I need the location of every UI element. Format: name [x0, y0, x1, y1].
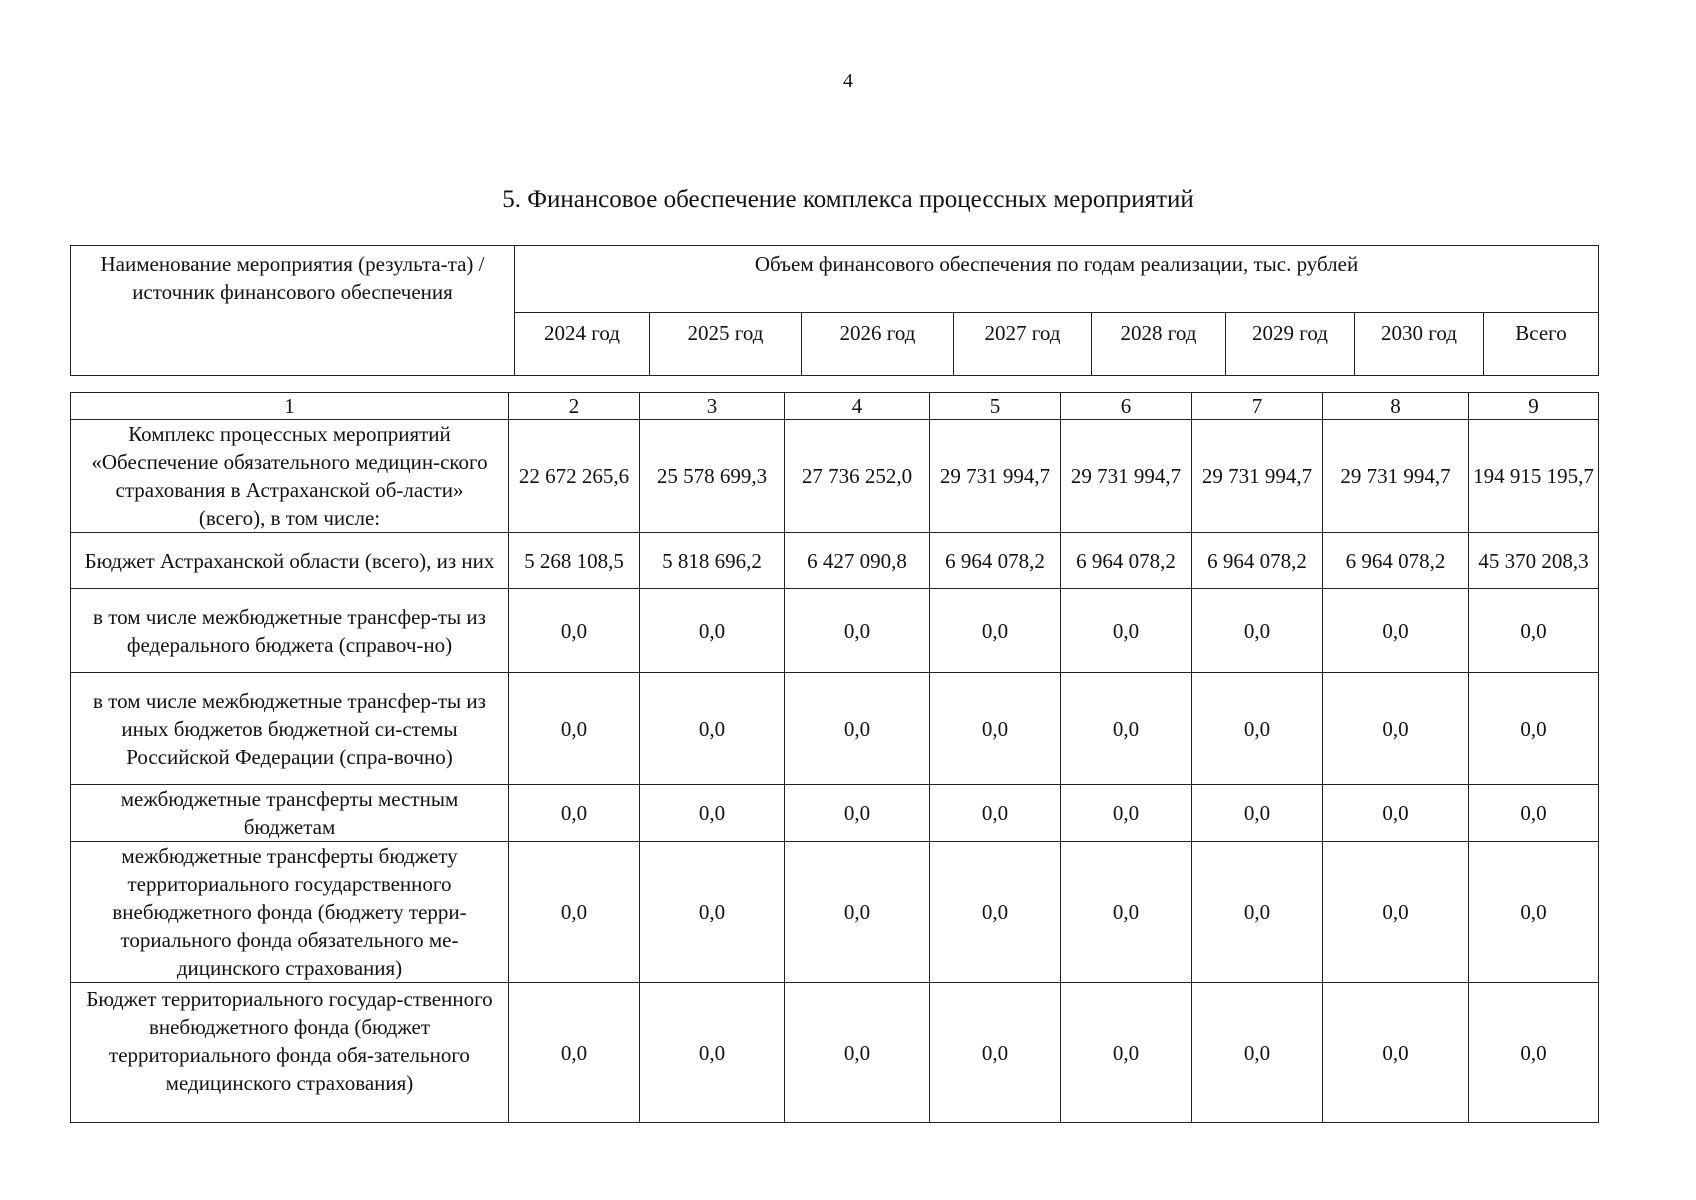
cell-value: 6 964 078,2 [1192, 533, 1323, 589]
cell-value: 0,0 [785, 785, 930, 842]
cell-value: 0,0 [1061, 842, 1192, 983]
cell-value: 6 964 078,2 [1323, 533, 1469, 589]
column-number: 8 [1323, 393, 1469, 420]
cell-value: 0,0 [930, 842, 1061, 983]
cell-value: 0,0 [640, 673, 785, 785]
cell-value: 0,0 [1323, 842, 1469, 983]
cell-value: 29 731 994,7 [1061, 420, 1192, 533]
table-row [71, 533, 1599, 589]
cell-value: 27 736 252,0 [785, 420, 930, 533]
cell-value: 29 731 994,7 [1323, 420, 1469, 533]
cell-value: 0,0 [1323, 589, 1469, 673]
cell-value: 0,0 [509, 589, 640, 673]
year-header: 2026 год [802, 313, 954, 376]
column-number: 5 [930, 393, 1061, 420]
cell-value: 25 578 699,3 [640, 420, 785, 533]
cell-value: 0,0 [930, 589, 1061, 673]
cell-value: 0,0 [509, 983, 640, 1123]
cell-value: 0,0 [1469, 785, 1599, 842]
cell-value: 45 370 208,3 [1469, 533, 1599, 589]
cell-value: 0,0 [1469, 983, 1599, 1123]
cell-value: 5 818 696,2 [640, 533, 785, 589]
cell-value: 0,0 [1061, 983, 1192, 1123]
year-header: Всего [1484, 313, 1599, 376]
cell-value: 0,0 [509, 785, 640, 842]
cell-value: 0,0 [785, 673, 930, 785]
column-number: 1 [71, 393, 509, 420]
cell-value: 29 731 994,7 [930, 420, 1061, 533]
column-header-name: Наименование мероприятия (результа-та) / источник финансового обеспечения [71, 246, 515, 376]
cell-value: 0,0 [1061, 785, 1192, 842]
cell-value: 0,0 [640, 842, 785, 983]
cell-value: 0,0 [1192, 673, 1323, 785]
cell-value: 0,0 [1061, 589, 1192, 673]
table-row [71, 673, 1599, 785]
row-name: межбюджетные трансферты местным бюджетам [71, 785, 509, 842]
cell-value: 0,0 [1469, 589, 1599, 673]
cell-value: 0,0 [640, 589, 785, 673]
cell-value: 0,0 [1192, 842, 1323, 983]
year-header: 2028 год [1092, 313, 1226, 376]
column-number: 2 [509, 393, 640, 420]
column-number: 3 [640, 393, 785, 420]
cell-value: 0,0 [1192, 785, 1323, 842]
column-number: 4 [785, 393, 930, 420]
table-row [71, 785, 1599, 842]
year-header: 2024 год [515, 313, 650, 376]
cell-value: 0,0 [640, 785, 785, 842]
cell-value: 22 672 265,6 [509, 420, 640, 533]
year-header: 2025 год [650, 313, 802, 376]
financing-table [70, 392, 1599, 1123]
table-row [71, 589, 1599, 673]
row-name: в том числе межбюджетные трансфер-ты из иных бюджетов бюджетной си-стемы Российской Федерации (спра-вочно) [71, 673, 509, 785]
cell-value: 0,0 [509, 842, 640, 983]
cell-value: 0,0 [640, 983, 785, 1123]
column-number: 6 [1061, 393, 1192, 420]
cell-value: 194 915 195,7 [1469, 420, 1599, 533]
column-number: 9 [1469, 393, 1599, 420]
cell-value: 0,0 [930, 983, 1061, 1123]
cell-value: 0,0 [1323, 983, 1469, 1123]
cell-value: 6 427 090,8 [785, 533, 930, 589]
column-number: 7 [1192, 393, 1323, 420]
cell-value: 0,0 [1469, 673, 1599, 785]
table-row [71, 983, 1599, 1123]
section-title: 5. Финансовое обеспечение комплекса процессных мероприятий [502, 186, 1194, 213]
year-header: 2030 год [1355, 313, 1484, 376]
cell-value: 5 268 108,5 [509, 533, 640, 589]
column-header-volume: Объем финансового обеспечения по годам реализации, тыс. рублей [515, 246, 1599, 313]
year-header: 2029 год [1226, 313, 1355, 376]
table-row [71, 842, 1599, 983]
year-header: 2027 год [954, 313, 1092, 376]
row-name: Бюджет Астраханской области (всего), из них [71, 533, 509, 589]
row-name: в том числе межбюджетные трансфер-ты из федерального бюджета (справоч-но) [71, 589, 509, 673]
page-number: 4 [843, 70, 853, 92]
cell-value: 0,0 [1192, 983, 1323, 1123]
cell-value: 0,0 [785, 842, 930, 983]
row-name: Бюджет территориального государ-ственного внебюджетного фонда (бюджет территориального фонда обя-зательного медицинского страхования) [71, 983, 509, 1123]
cell-value: 29 731 994,7 [1192, 420, 1323, 533]
financing-header-table [70, 245, 1599, 376]
cell-value: 0,0 [785, 983, 930, 1123]
row-name: межбюджетные трансферты бюджету территориального государственного внебюджетного фонда (бюджету терри-ториального фонда обязательного ме-дицинского страхования) [71, 842, 509, 983]
cell-value: 0,0 [930, 785, 1061, 842]
cell-value: 0,0 [930, 673, 1061, 785]
cell-value: 0,0 [1469, 842, 1599, 983]
cell-value: 6 964 078,2 [1061, 533, 1192, 589]
cell-value: 0,0 [509, 673, 640, 785]
cell-value: 0,0 [1061, 673, 1192, 785]
table-row [71, 420, 1599, 533]
cell-value: 0,0 [1323, 673, 1469, 785]
cell-value: 0,0 [1323, 785, 1469, 842]
cell-value: 0,0 [1192, 589, 1323, 673]
cell-value: 0,0 [785, 589, 930, 673]
row-name: Комплекс процессных мероприятий «Обеспечение обязательного медицин-ского страхования в Астраханской об-ласти» (всего), в том числе: [71, 420, 509, 533]
cell-value: 6 964 078,2 [930, 533, 1061, 589]
